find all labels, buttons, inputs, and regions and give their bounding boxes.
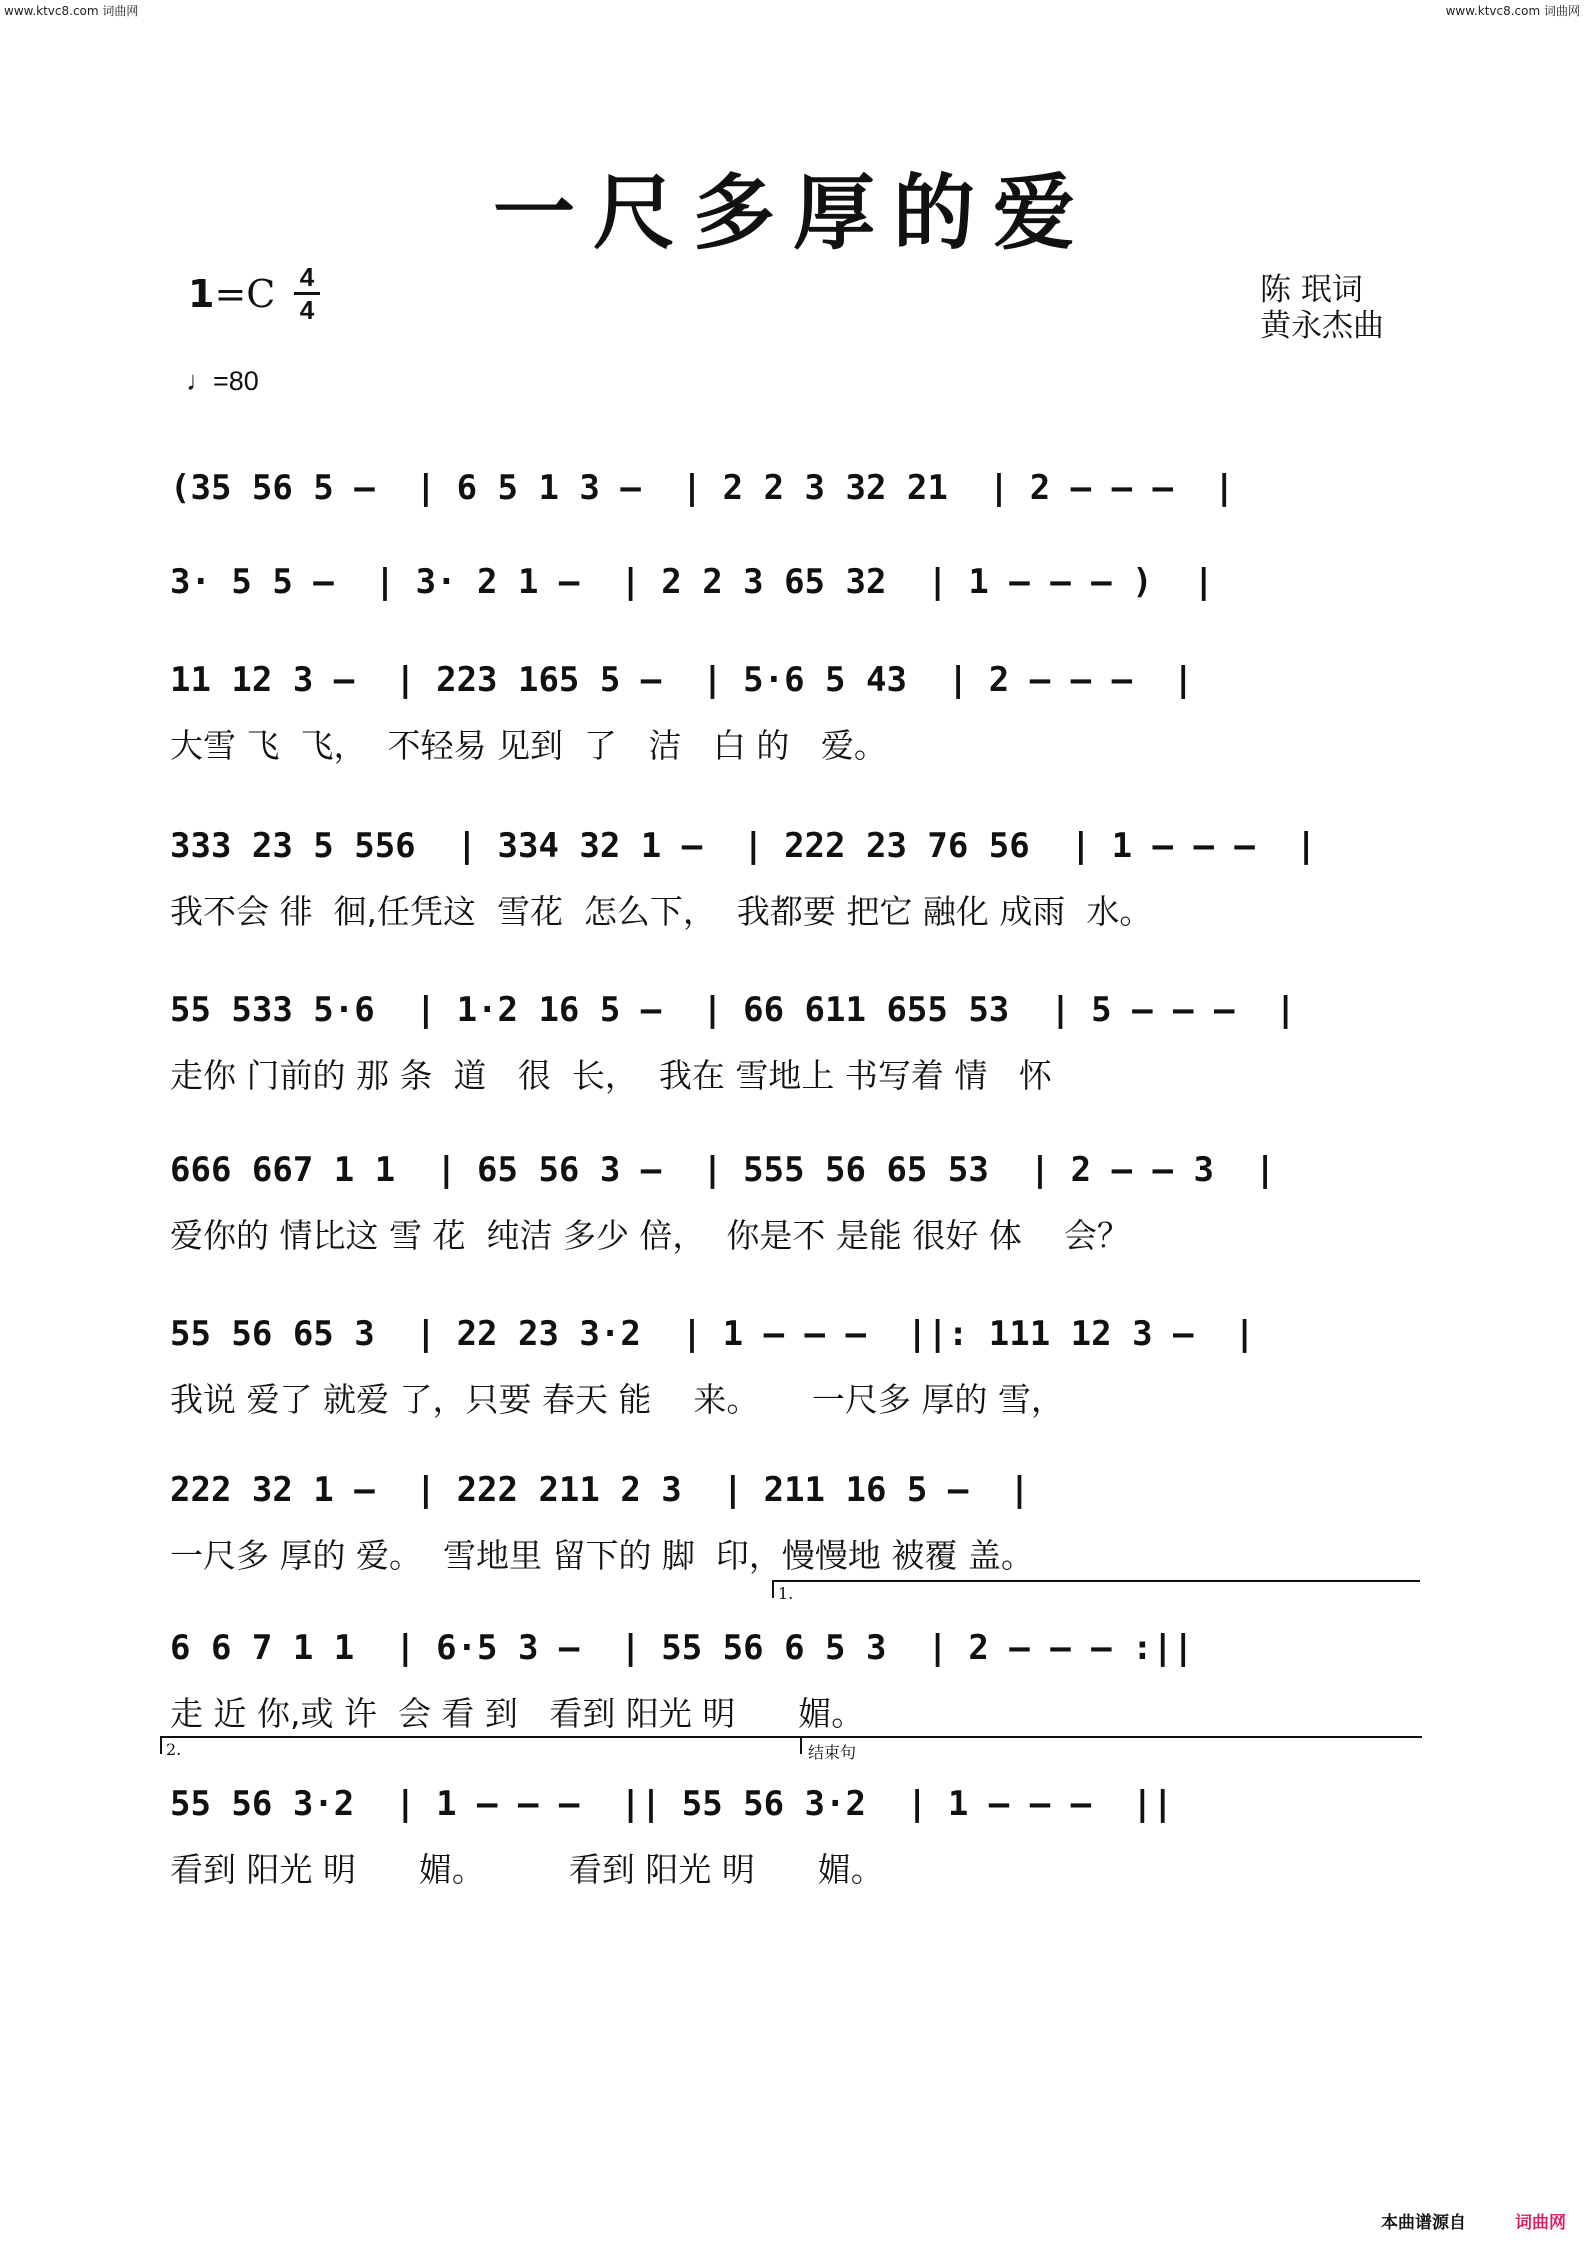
volta-label-second: 2. (166, 1740, 182, 1759)
lyric-line: 看到 阳光 明 媚。 看到 阳光 明 媚。 (170, 1850, 884, 1889)
volta-bracket-first (772, 1580, 1420, 1598)
key-degree: 1 (188, 272, 215, 316)
notation-line: 333 23 5 556 | 334 32 1 – | 222 23 76 56 | 1 – – – | (170, 826, 1317, 866)
song-title: 一尺多厚的爱 (492, 166, 1093, 261)
lyric-line: 大雪 飞 飞， 不轻易 见到 了 洁 白 的 爱。 (170, 726, 887, 765)
time-signature (294, 264, 320, 323)
notation-line: 55 56 3·2 | 1 – – – || 55 56 3·2 | 1 – – – || (170, 1784, 1174, 1824)
notation-line: 6 6 7 1 1 | 6·5 3 – | 55 56 6 5 3 | 2 – – – :|| (170, 1628, 1194, 1668)
footer-source-label: 本曲谱源自 (1381, 2213, 1466, 2232)
footer-site-logo[interactable]: 词曲网 (1515, 2213, 1566, 2232)
key-name: =C (214, 272, 276, 316)
notation-line: 11 12 3 – | 223 165 5 – | 5·6 5 43 | 2 – – – | (170, 660, 1194, 700)
ending-label: 结束句 (808, 1743, 857, 1762)
time-numerator: 4 (299, 262, 315, 292)
lyric-line: 走 近 你,或 许 会 看 到 看到 阳光 明 媚。 (170, 1694, 865, 1733)
credits (1260, 272, 1384, 344)
lyric-line: 我说 爱了 就爱 了，只要 春天 能 来。 一尺多 厚的 雪， (170, 1380, 1064, 1419)
lyric-line: 我不会 徘 徊,任凭这 雪花 怎么下， 我都要 把它 融化 成雨 水。 (170, 892, 1153, 931)
site-watermark-left: www.ktvc8.com 词曲网 (4, 4, 139, 18)
lyricist: 陈 珉词 (1260, 272, 1363, 308)
lyric-line: 一尺多 厚的 爱。 雪地里 留下的 脚 印，慢慢地 被覆 盖。 (170, 1536, 1034, 1575)
notation-line: 3· 5 5 – | 3· 2 1 – | 2 2 3 65 32 | 1 – – – ) | (170, 562, 1214, 602)
tempo-marking: ♩=80 (186, 366, 259, 396)
composer: 黄永杰曲 (1260, 308, 1384, 344)
time-denominator: 4 (299, 295, 315, 325)
notation-line: 666 667 1 1 | 65 56 3 – | 555 56 65 53 | 2 – – 3 | (170, 1150, 1276, 1190)
lyric-line: 走你 门前的 那 条 道 很 长， 我在 雪地上 书写着 情 怀 (170, 1056, 1052, 1095)
notation-line: 55 56 65 3 | 22 23 3·2 | 1 – – – ||: 111 12 3 – | (170, 1314, 1255, 1354)
volta-bracket-second (160, 1736, 802, 1754)
lyric-line: 爱你的 情比这 雪 花 纯洁 多少 倍， 你是不 是能 很好 体 会？ (170, 1216, 1130, 1255)
site-watermark-right: www.ktvc8.com 词曲网 (1445, 4, 1580, 18)
notation-line: 222 32 1 – | 222 211 2 3 | 211 16 5 – | (170, 1470, 1030, 1510)
notation-line: (35 56 5 – | 6 5 1 3 – | 2 2 3 32 21 | 2 – – – | (170, 468, 1235, 508)
ending-bracket (800, 1736, 1422, 1754)
notation-line: 55 533 5·6 | 1·2 16 5 – | 66 611 655 53 | 5 – – – | (170, 990, 1296, 1030)
volta-label-first: 1. (778, 1584, 794, 1603)
key-signature (188, 272, 275, 316)
